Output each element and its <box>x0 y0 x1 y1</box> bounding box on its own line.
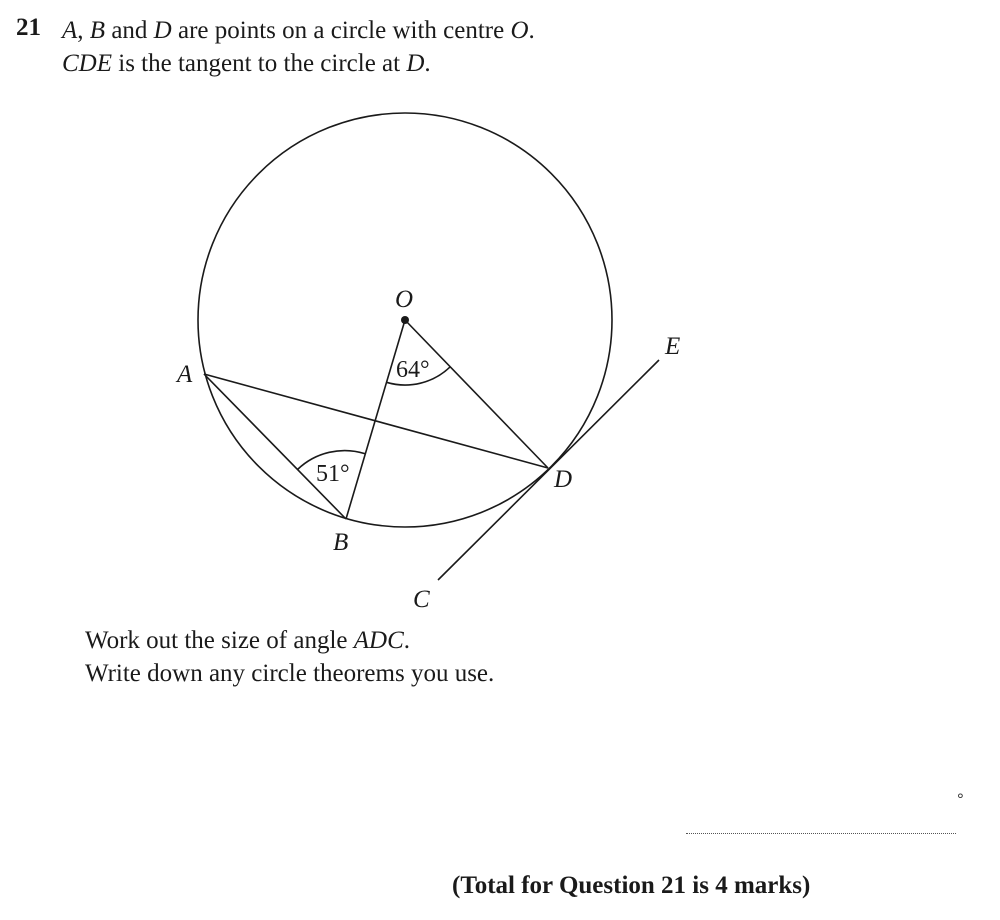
angle-label-bod: 64° <box>396 357 430 383</box>
point-a-label: A <box>62 17 78 44</box>
total-marks: (Total for Question 21 is 4 marks) <box>452 872 811 899</box>
angle-label-abo: 51° <box>316 461 350 487</box>
stem-text: and <box>105 17 154 44</box>
label-e: E <box>665 333 681 360</box>
point-o-label: O <box>510 17 529 44</box>
stem-text: is the tangent to the circle at <box>112 50 407 77</box>
angle-name: ADC <box>353 627 404 654</box>
tangent-cde <box>438 360 659 580</box>
instruction-line-1 <box>85 624 494 657</box>
point-b-label: B <box>89 17 106 44</box>
label-o: O <box>395 286 414 313</box>
stem-text: . <box>424 50 431 77</box>
stem-text: are points on a circle with centre <box>171 17 511 44</box>
point-d-label: D <box>406 50 425 77</box>
question-number: 21 <box>16 14 41 41</box>
stem-text: . <box>528 17 535 44</box>
point-d-label: D <box>153 17 172 44</box>
centre-point-dot <box>401 316 409 324</box>
chord-ab <box>204 374 346 519</box>
instructions <box>85 624 494 690</box>
stem-text: , <box>77 17 90 44</box>
instruction-text: Work out the size of angle <box>85 627 354 654</box>
chord-ad <box>204 374 548 468</box>
degree-symbol: ° <box>957 790 964 809</box>
radius-od <box>405 320 548 468</box>
label-c: C <box>413 586 430 613</box>
tangent-label: CDE <box>62 50 112 77</box>
answer-line[interactable] <box>686 833 956 834</box>
label-a: A <box>177 361 193 388</box>
label-b: B <box>333 529 349 556</box>
label-d: D <box>554 466 573 493</box>
instruction-text: . <box>403 627 410 654</box>
line-bo <box>346 320 405 519</box>
instruction-line-2: Write down any circle theorems you use. <box>85 660 495 687</box>
